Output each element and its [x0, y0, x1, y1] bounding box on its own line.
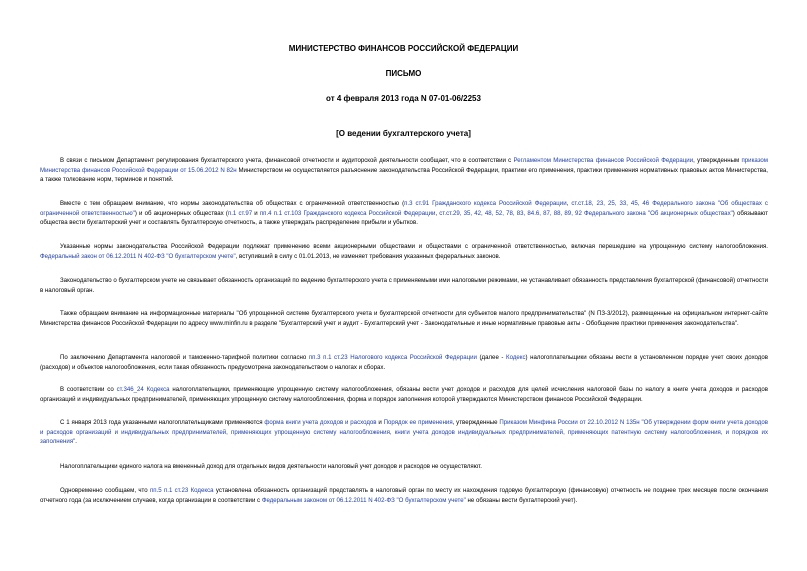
paragraph-text: ) налогоплательщики обязаны вести в установленном порядке учет своих доходов (расходов) и объектов налогообложения, если такая обязанность предусмотрена законодательством о налогах и сборах. — [40, 354, 768, 371]
document-link[interactable]: пп.4 п.1 ст.103 Гражданского кодекса Российской Федерации — [259, 209, 436, 217]
paragraph-text: , — [435, 209, 440, 217]
paragraph-text: В соответствии со — [60, 386, 117, 393]
document-link[interactable]: Федеральный закон от 06.12.2011 N 402-ФЗ "О бухгалтерском учете" — [40, 252, 236, 260]
paragraph-4 — [40, 276, 768, 295]
paragraph-text: , утвержденные — [452, 419, 500, 426]
document-link[interactable]: форма книги учета доходов и расходов — [264, 419, 377, 426]
paragraph-text: не обязаны вести бухгалтерский учет). — [465, 496, 578, 504]
document-link[interactable]: пп.5 п.1 ст.23 Кодекса — [149, 487, 214, 494]
paragraph-text: По заключению Департамента налоговой и таможенно-тарифной политики согласно — [60, 354, 309, 361]
document-link[interactable]: Кодекс — [506, 354, 526, 361]
paragraph-text: , вступивший в силу с 01.01.2013, не изменяет требования указанных федеральных законов. — [235, 252, 501, 260]
paragraph-2 — [40, 199, 768, 228]
paragraph-1 — [40, 156, 768, 185]
paragraph-text: (далее - — [476, 354, 507, 361]
paragraph-text: В связи с письмом Департамент регулирования бухгалтерского учета, финансовой отчетности и аудиторской деятельности сообщает, что в соответствии с — [60, 157, 514, 164]
paragraph-5 — [40, 309, 768, 328]
paragraph-10 — [40, 486, 768, 505]
document-link[interactable]: ст.346_24 Кодекса — [116, 386, 170, 393]
document-link[interactable]: ст.ст.18, 23, 25, 33, 45, 46 Федерального закона "Об обществах с ограниченной ответственностью" — [40, 200, 768, 217]
document-link[interactable]: Порядок ее применения — [383, 419, 453, 426]
paragraph-8 — [40, 418, 768, 447]
paragraph-text: налогоплательщики, применяющие упрощенную систему налогообложения, обязаны вести учет доходов и расходов для целей исчисления налоговой базы по налогу в книге учета доходов и расходов организаций и индивидуальных предпринимателей, применяющих упрощенную систему налогообложения, форма и порядок заполнения которой утверждаются Министерством финансов Российской Федерации. — [40, 386, 768, 403]
paragraph-text: , — [566, 200, 572, 207]
paragraph-6 — [40, 353, 768, 372]
paragraph-text: , утвержденным — [693, 157, 742, 164]
document-link[interactable]: Регламентом Министерства финансов Российской Федерации — [513, 157, 694, 164]
document-type: ПИСЬМО — [385, 69, 422, 78]
document-date-number: от 4 февраля 2013 года N 07-01-06/2253 — [326, 94, 481, 103]
document-link[interactable]: ст.ст.29, 35, 42, 48, 52, 78, 83, 84.6, 87, 88, 89, 92 Федерального закона "Об акционерных обществах" — [439, 209, 733, 217]
paragraph-7 — [40, 385, 768, 404]
paragraph-9 — [40, 462, 768, 472]
paragraph-text: Указанные нормы законодательства Российской Федерации подлежат применению всеми акционерными обществами и обществами с ограниченной ответственностью, включая перешедшие на упрощенную систему налогообложения. — [60, 243, 768, 250]
paragraph-text: Одновременно сообщаем, что — [60, 487, 150, 494]
paragraph-text: и — [252, 209, 260, 217]
paragraph-text: Вместе с тем обращаем внимание, что нормы законодательства об обществах с ограниченной ответственностью ( — [60, 200, 405, 207]
paragraph-text: С 1 января 2013 года указанными налогоплательщиками применяются — [60, 419, 265, 426]
paragraph-text: Также обращаем внимание на информационные материалы "Об упрощенной системе бухгалтерского учета и бухгалтерской отчетности для субъектов малого предпринимательства" (N ПЗ-3/2012), размещенные на официальном интернет-сайте Министерства финансов Российской Федерации по адресу www.minfin.ru в разделе "Бухгалтерский учет и аудит - Бухгалтерский учет - Законодательные и иные нормативные правовые акты - Обобщение практики применения законодательства". — [40, 310, 768, 327]
paragraph-text: ) и об акционерных обществах ( — [134, 209, 228, 217]
document-link[interactable]: Приказом Минфина России от 22.10.2012 N 135н "Об утверждении форм книги учета доходов и расходов организаций и индивидуальных предпринимателей, применяющих упрощенную систему налогообложения, книги учета доходов индивидуальных предпринимателей, применяющих патентную систему налогообложения, и порядков их заполнения" — [40, 419, 768, 446]
paragraph-text: Налогоплательщики единого налога на вмененный доход для отдельных видов деятельности налоговый учет доходов и расходов не осуществляют. — [60, 463, 482, 470]
document-link[interactable]: п.1 ст.97 — [227, 209, 253, 217]
paragraph-text: . — [75, 438, 77, 446]
paragraph-text: Законодательство о бухгалтерском учете не связывает обязанность организаций по ведению бухгалтерского учета с применяемыми ими налоговыми режимами, не устанавливает обязанность представления бухгалтерской (финансовой) отчетности в налоговый орган. — [40, 277, 768, 294]
document-link[interactable]: приказом Министерства финансов Российской Федерации от 15.06.2012 N 82н — [40, 157, 769, 174]
paragraph-text: ) обязывают общества вести бухгалтерский учет и составлять бухгалтерскую отчетность, а также утверждать распределение прибыли и убытков. — [40, 209, 768, 227]
document-link[interactable]: Федеральным законом от 06.12.2011 N 402-ФЗ "О бухгалтерском учете" — [261, 496, 466, 504]
document-link[interactable]: пп.3 п.1 ст.23 Налогового кодекса Российской Федерации — [308, 354, 477, 361]
document-link[interactable]: п.3 ст.91 Гражданского кодекса Российской Федерации — [404, 200, 567, 207]
paragraph-3 — [40, 242, 768, 261]
ministry-title: МИНИСТЕРСТВО ФИНАНСОВ РОССИЙСКОЙ ФЕДЕРАЦИИ — [288, 44, 519, 53]
paragraph-text: Министерством не осуществляется разъяснение законодательства Российской Федерации, практики его применения, практики применения нормативных правовых актов Министерства, а также толкование норм, терминов и понятий. — [40, 166, 768, 184]
paragraph-text: установлена обязанность организаций представлять в налоговый орган по месту их нахождения годовую бухгалтерскую (финансовую) отчетность не позднее трех месяцев после окончания отчетного года (за исключением случаев, когда организации в соответствии с — [40, 487, 768, 504]
document-subject: [О ведении бухгалтерского учета] — [336, 129, 471, 138]
paragraph-text: и — [376, 419, 384, 426]
